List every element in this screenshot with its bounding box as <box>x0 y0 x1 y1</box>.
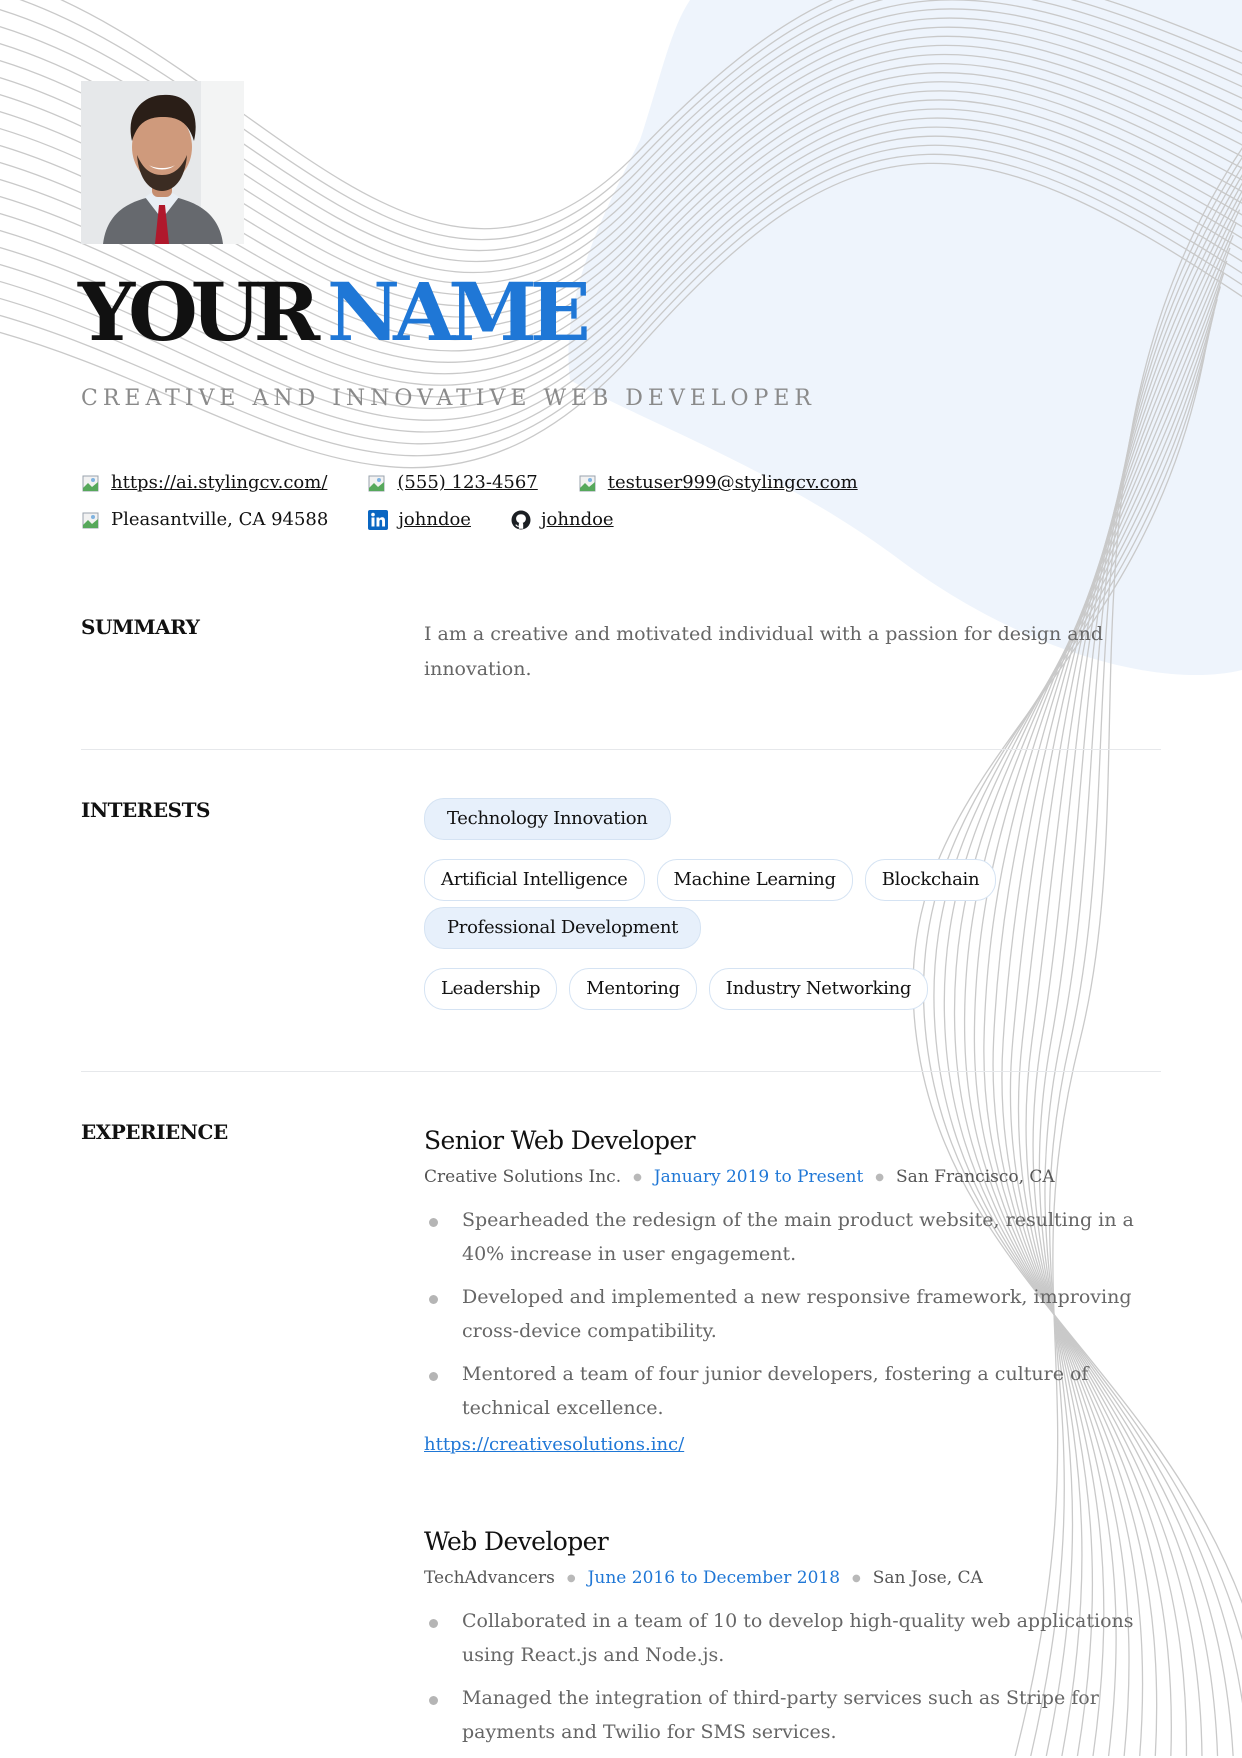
job-meta <box>424 1568 1154 1588</box>
name-last: NAME <box>327 265 584 359</box>
contact-address <box>81 509 328 530</box>
bullet-item: Spearheaded the redesign of the main product website, resulting in a 40% increase in user engagement. <box>424 1203 1154 1271</box>
job-tagline: CREATIVE AND INNOVATIVE WEB DEVELOPER <box>81 386 816 411</box>
contact-phone <box>367 472 537 493</box>
company-name: Creative Solutions Inc. <box>424 1167 622 1187</box>
job-location: San Francisco, CA <box>896 1167 1055 1187</box>
bullet-item: Mentored a team of four junior developers, fostering a culture of technical excellence. <box>424 1357 1154 1425</box>
phone-link[interactable]: (555) 123-4567 <box>397 472 538 493</box>
separator-dot: ● <box>633 1171 642 1183</box>
company-website-link[interactable]: https://creativesolutions.inc/ <box>424 1434 685 1455</box>
interest-category-tag: Technology Innovation <box>424 798 671 840</box>
broken-image-icon <box>81 473 101 493</box>
interest-group-professional <box>424 907 1124 1010</box>
separator-dot: ● <box>566 1572 576 1584</box>
job-meta <box>424 1167 1154 1187</box>
contact-linkedin <box>368 509 471 530</box>
profile-photo <box>81 81 244 244</box>
broken-image-icon <box>367 473 387 493</box>
website-link[interactable]: https://ai.stylingcv.com/ <box>111 472 328 493</box>
job-bullets <box>424 1203 1154 1425</box>
broken-image-icon <box>81 510 101 530</box>
separator-dot: ● <box>852 1572 861 1584</box>
contact-website <box>81 472 327 493</box>
interest-category-tag: Professional Development <box>424 907 701 949</box>
job-bullets <box>424 1604 1154 1749</box>
company-name: TechAdvancers <box>424 1568 555 1588</box>
linkedin-icon <box>368 510 388 530</box>
experience-label: EXPERIENCE <box>81 1120 228 1144</box>
bullet-item: Developed and implemented a new responsive framework, improving cross-device compatibility. <box>424 1280 1154 1348</box>
job-title: Web Developer <box>424 1527 609 1556</box>
interest-tag: Artificial Intelligence <box>424 859 645 901</box>
linkedin-link[interactable]: johndoe <box>398 509 471 530</box>
section-divider <box>81 1071 1161 1072</box>
bullet-item: Managed the integration of third-party services such as Stripe for payments and Twilio for SMS services. <box>424 1681 1154 1749</box>
separator-dot: ● <box>875 1171 885 1183</box>
interests-label: INTERESTS <box>81 798 210 822</box>
interest-tag: Industry Networking <box>709 968 928 1010</box>
summary-label: SUMMARY <box>81 615 200 639</box>
interest-tag: Machine Learning <box>657 859 853 901</box>
github-link[interactable]: johndoe <box>540 509 614 530</box>
address-text: Pleasantville, CA 94588 <box>111 509 329 530</box>
interest-group-technology <box>424 798 1124 901</box>
section-divider <box>81 749 1161 750</box>
contact-email <box>578 472 858 493</box>
job-dates: January 2019 to Present <box>653 1167 864 1187</box>
email-link[interactable]: testuser999@stylingcv.com <box>607 472 858 493</box>
github-icon <box>511 510 531 530</box>
avatar-portrait-icon <box>81 81 244 244</box>
summary-text: I am a creative and motivated individual with a passion for design and innovation. <box>424 623 1103 680</box>
interest-tag: Mentoring <box>569 968 697 1010</box>
interest-tag: Blockchain <box>865 859 997 901</box>
job-dates: June 2016 to December 2018 <box>587 1568 841 1588</box>
job-location: San Jose, CA <box>872 1568 983 1588</box>
resume-name <box>78 265 584 359</box>
interest-tag: Leadership <box>424 968 557 1010</box>
name-first: YOUR <box>78 265 314 359</box>
contact-list <box>81 472 1121 530</box>
contact-github <box>511 509 614 530</box>
job-title: Senior Web Developer <box>424 1126 695 1155</box>
experience-entry <box>424 1126 1154 1455</box>
experience-entry <box>424 1527 1154 1758</box>
bullet-item: Collaborated in a team of 10 to develop high-quality web applications using React.js and Node.js. <box>424 1604 1154 1672</box>
broken-image-icon <box>578 473 598 493</box>
